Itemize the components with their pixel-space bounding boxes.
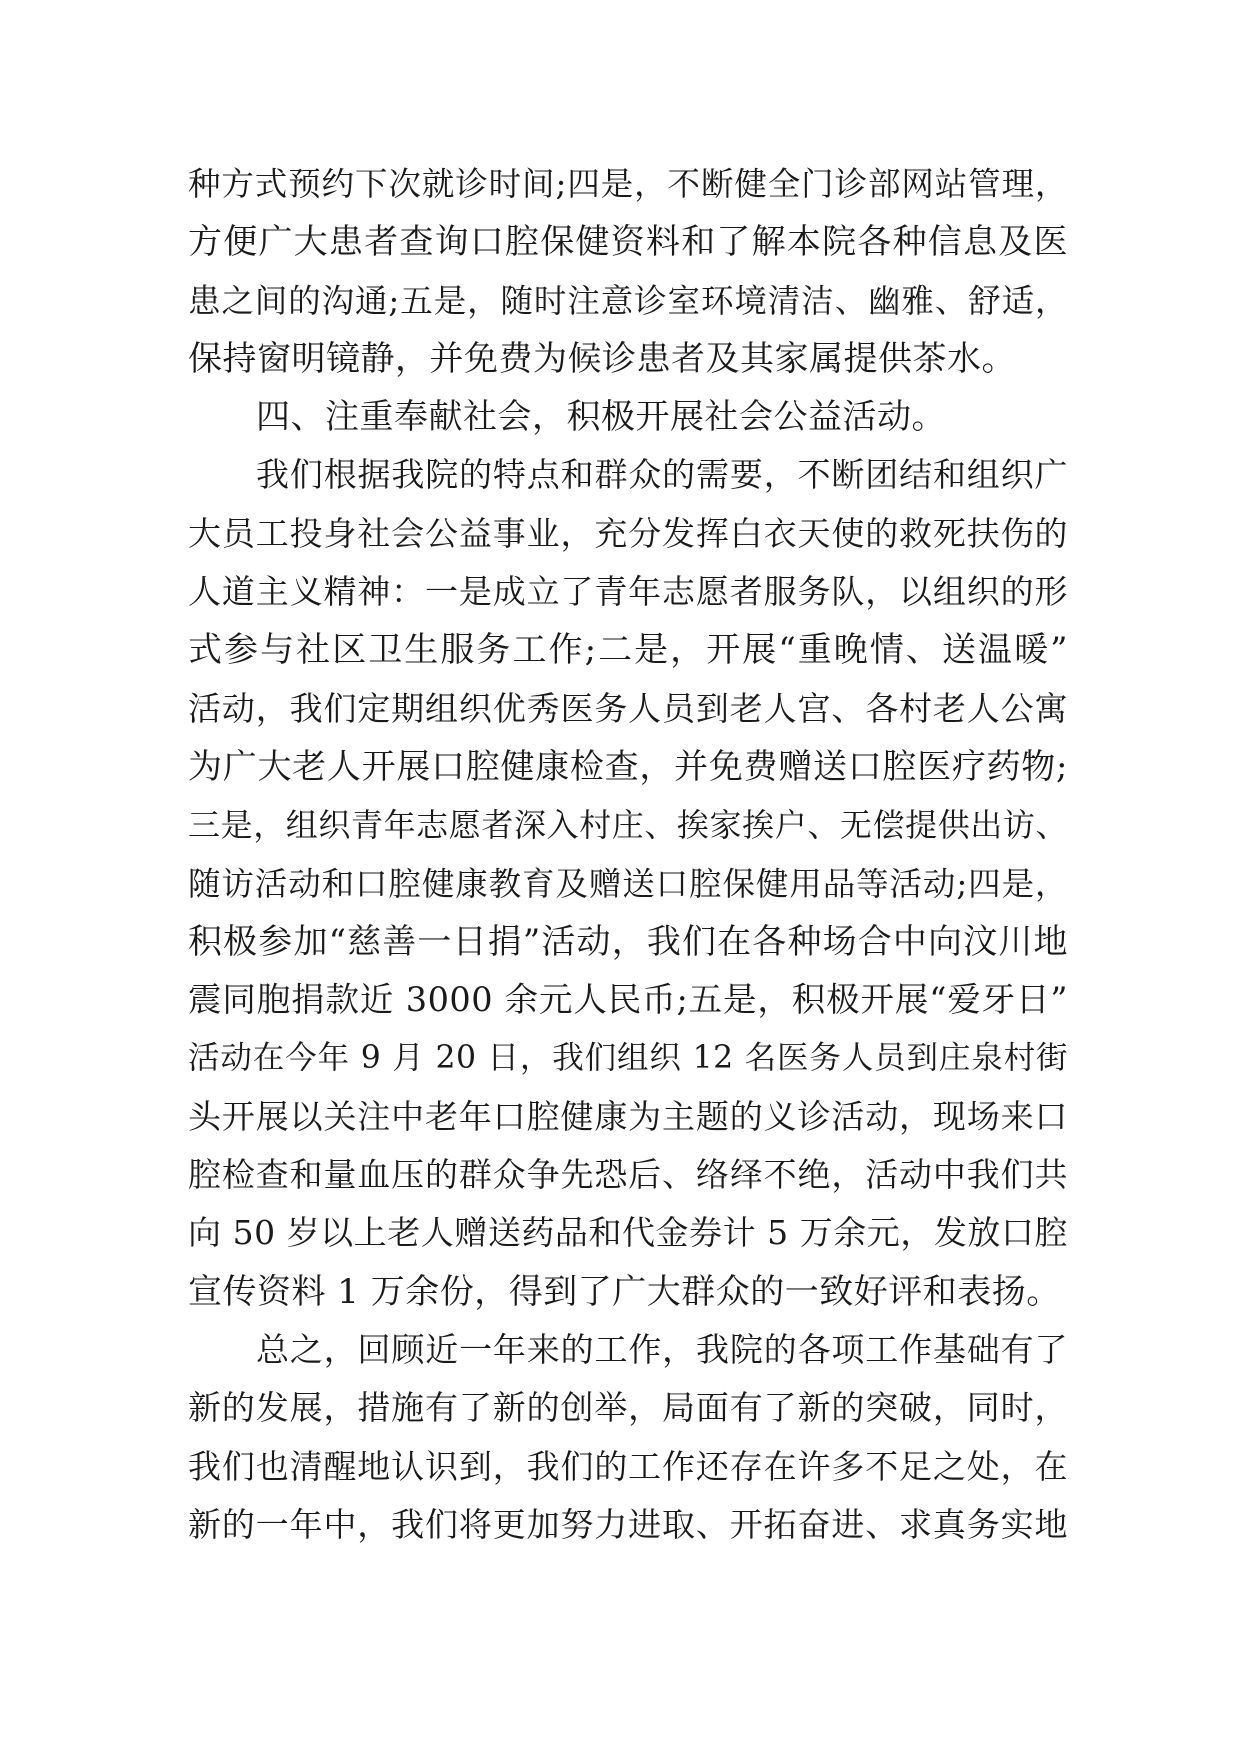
text-line: 大员工投身社会公益事业，充分发挥白衣天使的救死扶伤的 xyxy=(188,513,1068,553)
text-line: 我们根据我院的特点和群众的需要，不断团结和组织广 xyxy=(256,455,1068,495)
text-line: 为广大老人开展口腔健康检查，并免费赠送口腔医疗药物; xyxy=(188,746,1068,787)
text-line: 向 50 岁以上老人赠送药品和代金券计 5 万余元，发放口腔 xyxy=(188,1213,1068,1253)
text-line: 人道主义精神：一是成立了青年志愿者服务队，以组织的形 xyxy=(188,572,1068,612)
text-line: 方便广大患者查询口腔保健资料和了解本院各种信息及医 xyxy=(188,222,1068,263)
section-heading: 四、注重奉献社会，积极开展社会公益活动。 xyxy=(256,397,946,438)
text-line: 新的一年中，我们将更加努力进取、开拓奋进、求真务实地 xyxy=(188,1504,1068,1544)
text-line: 头开展以关注中老年口腔健康为主题的义诊活动，现场来口 xyxy=(188,1096,1068,1136)
text-line: 总之，回顾近一年来的工作，我院的各项工作基础有了 xyxy=(256,1329,1068,1369)
text-line: 随访活动和口腔健康教育及赠送口腔保健用品等活动;四是， xyxy=(188,864,1068,903)
document-body xyxy=(188,155,1068,1554)
text-line: 三是，组织青年志愿者深入村庄、挨家挨户、无偿提供出访、 xyxy=(188,806,1068,845)
text-line: 保持窗明镜静，并免费为候诊患者及其家属提供茶水。 xyxy=(188,338,1016,379)
text-line: 活动，我们定期组织优秀医务人员到老人宫、各村老人公寓 xyxy=(188,688,1068,728)
text-line: 宣传资料 1 万余份，得到了广大群众的一致好评和表扬。 xyxy=(188,1271,1061,1312)
text-line: 患之间的沟通;五是，随时注意诊室环境清洁、幽雅、舒适， xyxy=(188,281,1068,320)
text-line: 活动在今年 9 月 20 日，我们组织 12 名医务人员到庄泉村街 xyxy=(188,1040,1068,1077)
text-line: 种方式预约下次就诊时间;四是，不断健全门诊部网站管理， xyxy=(188,165,1068,203)
text-line: 震同胞捐款近 3000 余元人民币;五是，积极开展“爱牙日” xyxy=(188,980,1068,1020)
text-line: 腔检查和量血压的群众争先恐后、络绎不绝，活动中我们共 xyxy=(188,1155,1068,1195)
text-line: 式参与社区卫生服务工作;二是，开展“重晚情、送温暖” xyxy=(188,630,1068,671)
text-line: 新的发展，措施有了新的创举，局面有了新的突破，同时， xyxy=(188,1388,1068,1428)
text-line: 积极参加“慈善一日捐”活动，我们在各种场合中向汶川地 xyxy=(188,921,1068,962)
text-line: 我们也清醒地认识到，我们的工作还存在许多不足之处，在 xyxy=(188,1446,1068,1486)
